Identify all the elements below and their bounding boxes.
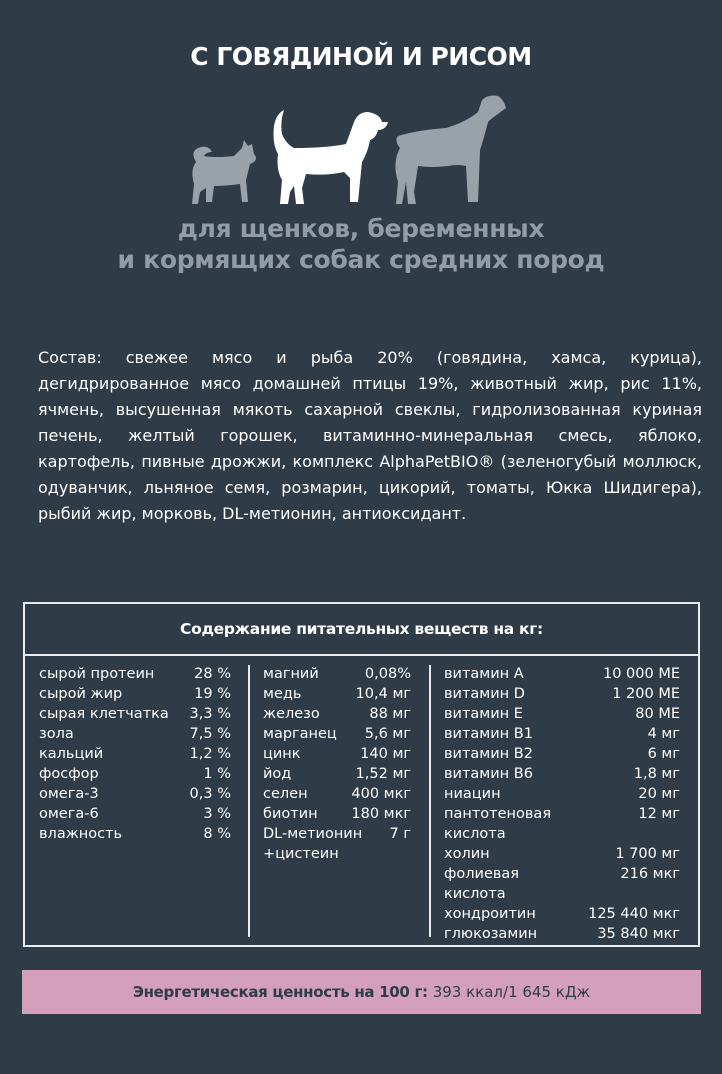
composition-text: Состав: свежее мясо и рыба 20% (говядина, хамса, курица), дегидрированное мясо домашней птицы 19%, животный жир, рис 11%, ячмень, высушенная мякоть сахарной свеклы, гидролизованная куриная печень, желтый горошек, витаминно-минеральная смесь, яблоко, картофель, пивные дрожжи, комплекс AlphaPetBIO® (зеленогубый моллюск, одуванчик, льняное семя, розмарин, цикорий, томаты, Юкка Шидигера), рыбий жир, морковь, DL-метионин, антиоксидант. [38, 348, 702, 523]
nutrient-value: 7,5 % [189, 726, 231, 742]
nutrient-value: 0,3 % [189, 786, 231, 802]
nutrient-row [39, 704, 231, 724]
nutrient-row [444, 704, 680, 724]
nutrient-name: фосфор [39, 766, 99, 782]
nutrient-value: 400 мкг [351, 786, 411, 802]
nutrient-name: медь [263, 686, 302, 702]
nutrient-name: сырой жир [39, 686, 123, 702]
nutrient-name: омега-6 [39, 806, 99, 822]
nutrient-value: 1 % [203, 766, 231, 782]
nutrient-name: пантотеновая [444, 806, 552, 822]
nutrient-value: 140 мг [360, 746, 411, 762]
nutrient-name: магний [263, 666, 319, 682]
medium-dog-icon [274, 110, 389, 204]
nutrient-value: 180 мкг [351, 806, 411, 822]
subtitle-line-2: и кормящих собак средних пород [117, 245, 605, 274]
product-subtitle [0, 213, 722, 275]
nutrient-name: витамин B6 [444, 766, 533, 782]
small-dog-icon [192, 140, 256, 204]
nutrient-name: йод [263, 766, 292, 782]
nutrient-row [444, 784, 680, 804]
nutrient-name: биотин [263, 806, 318, 822]
energy-value-bar [22, 970, 701, 1014]
nutrient-name: влажность [39, 826, 123, 842]
nutrient-row [263, 764, 411, 784]
nutrient-row [444, 924, 680, 944]
nutrient-value: 10,4 мг [355, 686, 411, 702]
nutrient-name: железо [263, 706, 320, 722]
nutrient-row [263, 664, 411, 684]
nutrient-name: витамин B2 [444, 746, 533, 762]
nutrient-value: 125 440 мкг [588, 906, 680, 922]
nutrient-row [39, 744, 231, 764]
nutrient-row [444, 864, 680, 884]
nutrient-row [444, 884, 680, 904]
nutrient-row [39, 764, 231, 784]
nutrient-row [444, 804, 680, 824]
nutrient-name: глюкозамин [444, 926, 538, 942]
nutrient-value: 0,08% [364, 666, 411, 682]
nutrient-name: кислота [444, 886, 506, 902]
nutrient-row [263, 844, 411, 864]
nutrient-value: 28 % [194, 666, 231, 682]
nutrient-name: ниацин [444, 786, 501, 802]
nutrient-name: хондроитин [444, 906, 536, 922]
nutrient-name: витамин A [444, 666, 524, 682]
nutrient-row [263, 684, 411, 704]
nutrient-row [444, 824, 680, 844]
nutrient-name: сырой протеин [39, 666, 155, 682]
nutrient-value: 8 % [203, 826, 231, 842]
nutrients-table [23, 602, 700, 947]
nutrient-value: 3 % [203, 806, 231, 822]
nutrient-name: фолиевая [444, 866, 520, 882]
nutrient-value: 35 840 мкг [597, 926, 680, 942]
nutrient-value: 12 мг [638, 806, 680, 822]
dog-size-icons [186, 92, 506, 207]
nutrient-row [263, 724, 411, 744]
nutrient-row [444, 764, 680, 784]
nutrient-name: витамин E [444, 706, 523, 722]
nutrient-row [39, 824, 231, 844]
product-title: С ГОВЯДИНОЙ И РИСОМ [190, 42, 532, 71]
nutrient-row [263, 824, 411, 844]
nutrient-value: 10 000 МЕ [602, 666, 680, 682]
nutrient-value: 4 мг [647, 726, 680, 742]
nutrient-name: селен [263, 786, 308, 802]
nutrient-name: зола [39, 726, 74, 742]
nutrient-row [444, 904, 680, 924]
nutrient-value: 5,6 мг [364, 726, 411, 742]
nutrient-row [263, 804, 411, 824]
nutrient-row [444, 844, 680, 864]
nutrient-row [39, 784, 231, 804]
subtitle-line-1: для щенков, беременных [177, 214, 545, 243]
energy-label: Энергетическая ценность на 100 г: [132, 983, 428, 1001]
nutrient-name: кислота [444, 826, 506, 842]
nutrient-name: омега-3 [39, 786, 99, 802]
nutrient-name: витамин B1 [444, 726, 533, 742]
nutrient-row [263, 704, 411, 724]
nutrient-row [39, 724, 231, 744]
nutrient-value: 1,2 % [189, 746, 231, 762]
nutrient-name: марганец [263, 726, 337, 742]
nutrient-row [263, 744, 411, 764]
nutrient-name: цинк [263, 746, 301, 762]
nutrient-name: холин [444, 846, 490, 862]
large-dog-icon [395, 96, 506, 205]
nutrient-name: витамин D [444, 686, 525, 702]
nutrient-value: 80 МЕ [635, 706, 680, 722]
nutrient-name: кальций [39, 746, 104, 762]
nutrient-row [263, 784, 411, 804]
nutrient-value: 20 мг [638, 786, 680, 802]
nutrient-value: 1,52 мг [355, 766, 411, 782]
nutrients-heading: Содержание питательных веществ на кг: [25, 604, 698, 656]
nutrient-row [444, 744, 680, 764]
nutrient-name: сырая клетчатка [39, 706, 169, 722]
nutrients-columns [25, 656, 698, 946]
nutrient-name: DL-метионин [263, 826, 363, 842]
nutrients-column-basic [39, 664, 231, 844]
nutrient-value: 6 мг [647, 746, 680, 762]
nutrient-name: +цистеин [263, 846, 339, 862]
nutrient-value: 1 200 МЕ [612, 686, 680, 702]
energy-value: 393 ккал/1 645 кДж [432, 983, 591, 1001]
nutrient-row [444, 724, 680, 744]
nutrients-column-vitamins [444, 664, 680, 944]
column-divider [429, 665, 431, 937]
nutrient-value: 1 700 мг [615, 846, 680, 862]
nutrient-row [444, 664, 680, 684]
nutrient-row [39, 664, 231, 684]
nutrient-value: 88 мг [369, 706, 411, 722]
nutrients-column-minerals [263, 664, 411, 864]
nutrient-row [444, 684, 680, 704]
nutrient-value: 216 мкг [620, 866, 680, 882]
column-divider [248, 665, 250, 937]
nutrient-row [39, 804, 231, 824]
nutrient-value: 19 % [194, 686, 231, 702]
nutrient-value: 3,3 % [189, 706, 231, 722]
nutrient-value: 1,8 мг [633, 766, 680, 782]
nutrient-row [39, 684, 231, 704]
nutrient-value: 7 г [389, 826, 411, 842]
